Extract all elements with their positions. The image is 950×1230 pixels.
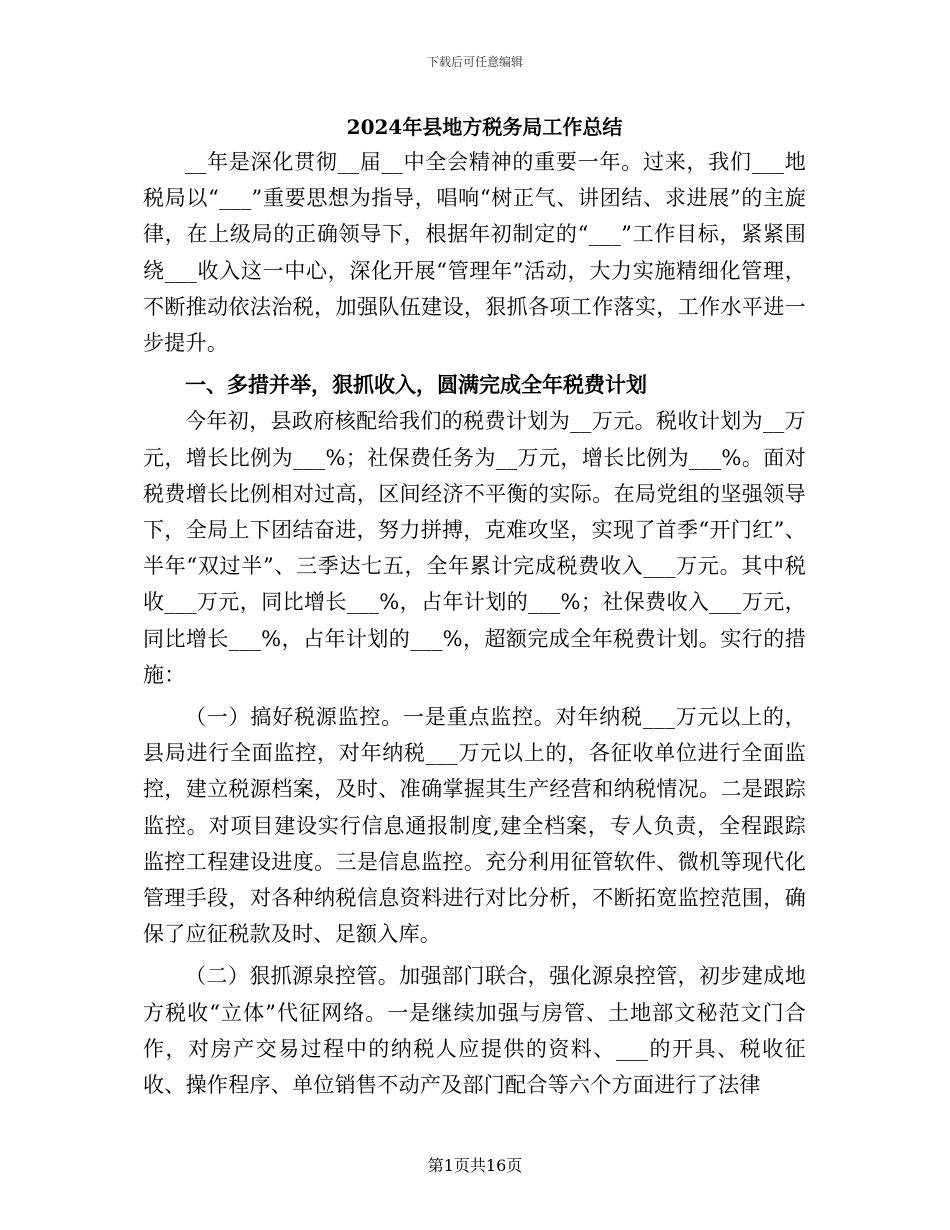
intro-paragraph: __年是深化贯彻__届__中全会精神的重要一年。过来，我们___地税局以“___”重要思想为指导，唱响“树正气、讲团结、求进展”的主旋律，在上级局的正确领导下，根据年初制定的“___”工作目标，紧紧围绕___收入这一中心，深化开展“管理年”活动，大力实施精细化管理，不断推动依法治税，加强队伍建设，狠抓各项工作落实，工作水平进一步提升。	[143, 150, 806, 356]
section-heading-1: 一、多措并举，狠抓收入，圆满完成全年税费计划	[185, 372, 647, 398]
paragraph-tax-source-monitoring: （一）搞好税源监控。一是重点监控。对年纳税___万元以上的，县局进行全面监控，对年纳税___万元以上的，各征收单位进行全面监控，建立税源档案，及时、准确掌握其生产经营和纳税情况。二是跟踪监控。对项目建设实行信息通报制度,建全档案，专人负责，全程跟踪监控工程建设进度。三是信息监控。充分利用征管软件、微机等现代化管理手段，对各种纳税信息资料进行对比分析，不断拓宽监控范围，确保了应征税款及时、足额入库。	[143, 705, 806, 947]
page-number: 第1页共16页	[427, 1156, 523, 1175]
document-title: 2024年县地方税务局工作总结	[346, 115, 623, 139]
header-note: 下载后可任意编辑	[426, 55, 523, 69]
paragraph-source-control: （二）狠抓源泉控管。加强部门联合，强化源泉控管，初步建成地方税收“立体”代征网络。一是继续加强与房管、土地部文秘范文门合作，对房产交易过程中的纳税人应提供的资料、___的开具、税收征收、操作程序、单位销售不动产及部门配合等六个方面进行了法律	[143, 964, 806, 1098]
paragraph-revenue: 今年初，县政府核配给我们的税费计划为__万元。税收计划为__万元，增长比例为___%；社保费任务为__万元，增长比例为___%。面对税费增长比例相对过高，区间经济不平衡的实际。在局党组的坚强领导下，全局上下团结奋进，努力拼搏，克难攻坚，实现了首季“开门红”、半年“双过半”、三季达七五，全年累计完成税费收入___万元。其中税收___万元，同比增长___%，占年计划的___%；社保费收入___万元，同比增长___%，占年计划的___%，超额完成全年税费计划。实行的措施：	[143, 409, 806, 687]
document-body	[143, 110, 806, 1103]
